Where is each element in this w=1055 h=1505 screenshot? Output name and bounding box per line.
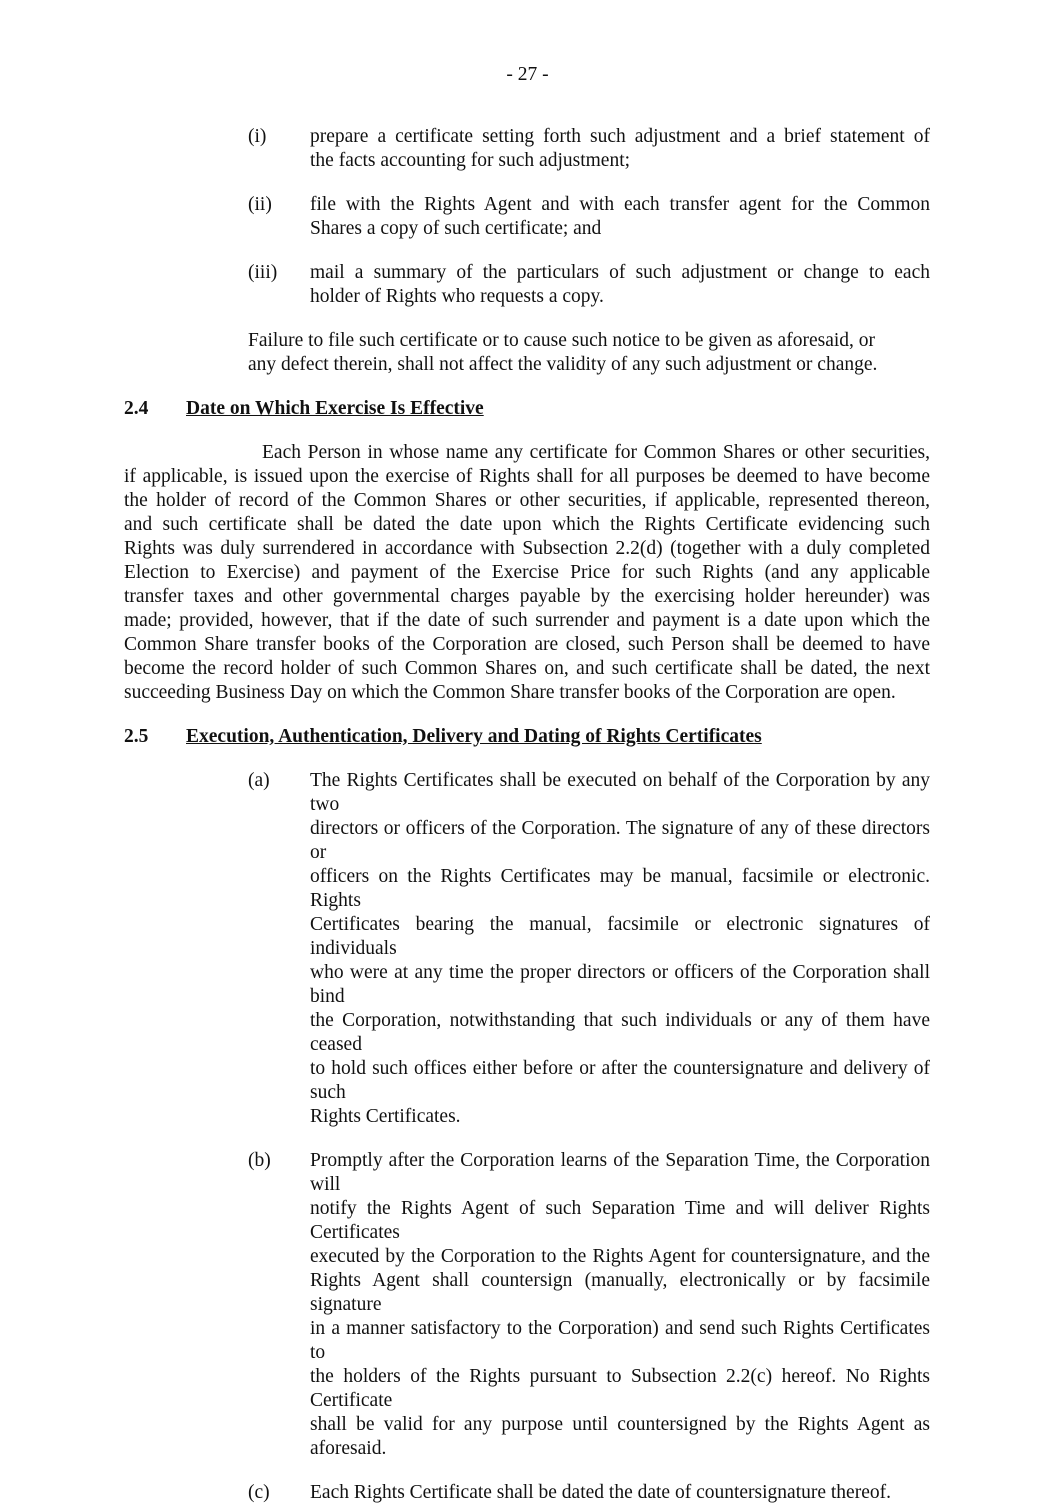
section-2-5-item-1	[124, 1149, 930, 1461]
list-item-1	[124, 193, 930, 241]
text-line: Each Person in whose name any certificate for Common Shares or other securities,	[262, 442, 930, 463]
section-2-5-item-1-label: (b)	[248, 1150, 271, 1171]
text-line: and such certificate shall be dated the date upon which the Rights Certificate evidencing such	[124, 514, 930, 535]
section-2-5-item-0-label: (a)	[248, 770, 270, 791]
text-line: the holders of the Rights pursuant to Subsection 2.2(c) hereof. No Rights Certificate	[310, 1366, 930, 1411]
text-line: Rights Certificates.	[310, 1106, 461, 1127]
text-line: in a manner satisfactory to the Corporation) and send such Rights Certificates to	[310, 1318, 930, 1363]
text-line: any defect therein, shall not affect the validity of any such adjustment or change.	[248, 354, 878, 375]
text-line: to hold such offices either before or after the countersignature and delivery of such	[310, 1058, 930, 1103]
text-line: the holder of record of the Common Shares or other securities, if applicable, represented thereon,	[124, 490, 930, 511]
document-body	[124, 125, 930, 1505]
text-line: Failure to file such certificate or to cause such notice to be given as aforesaid, or	[248, 330, 876, 351]
text-line: transfer taxes and other governmental charges payable by the exercising holder hereunder) was	[124, 586, 930, 607]
text-line: directors or officers of the Corporation. The signature of any of these directors or	[310, 818, 930, 863]
text-line: holder of Rights who requests a copy.	[310, 286, 604, 307]
text-line: become the record holder of such Common Shares on, and such certificate shall be dated, the next	[124, 658, 930, 679]
text-line: officers on the Rights Certificates may be manual, facsimile or electronic. Rights	[310, 866, 930, 911]
list-item-0-text	[310, 125, 930, 173]
section-title: Execution, Authentication, Delivery and Dating of Rights Certificates	[186, 726, 762, 747]
page-number: - 27 -	[506, 64, 549, 85]
section-2-5-item-0	[124, 769, 930, 1129]
list-item-1-label: (ii)	[248, 194, 272, 215]
text-line: made; provided, however, that if the date of such surrender and payment is a date upon which the	[124, 610, 930, 631]
text-line: Shares a copy of such certificate; and	[310, 218, 602, 239]
text-line: mail a summary of the particulars of such adjustment or change to each	[310, 262, 930, 283]
section-2-5-item-0-text	[310, 769, 930, 1129]
section-title: Date on Which Exercise Is Effective	[186, 398, 484, 419]
section-number: 2.5	[124, 726, 149, 747]
failure-paragraph	[248, 329, 930, 377]
list-item-1-text	[310, 193, 930, 241]
text-line: notify the Rights Agent of such Separation Time and will deliver Rights Certificates	[310, 1198, 930, 1243]
text-line: executed by the Corporation to the Rights Agent for countersignature, and the	[310, 1246, 930, 1267]
section-2-5-item-2-label: (c)	[248, 1482, 270, 1503]
text-line: if applicable, is issued upon the exercise of Rights shall for all purposes be deemed to have become	[124, 466, 930, 487]
text-line: Common Share transfer books of the Corporation are closed, such Person shall be deemed to have	[124, 634, 930, 655]
section-2-4-paragraph	[124, 441, 930, 705]
section-2-5-item-1-text	[310, 1149, 930, 1461]
text-line: succeeding Business Day on which the Common Share transfer books of the Corporation are open.	[124, 682, 896, 703]
section-number: 2.4	[124, 398, 149, 419]
text-line: Certificates bearing the manual, facsimile or electronic signatures of individuals	[310, 914, 930, 959]
text-line: file with the Rights Agent and with each transfer agent for the Common	[310, 194, 930, 215]
text-line: The Rights Certificates shall be executed on behalf of the Corporation by any two	[310, 770, 930, 815]
text-line: the facts accounting for such adjustment;	[310, 150, 631, 171]
section-2-5-item-2	[124, 1481, 930, 1505]
list-item-2	[124, 261, 930, 309]
text-line: Each Rights Certificate shall be dated the date of countersignature thereof.	[310, 1482, 891, 1503]
list-item-2-label: (iii)	[248, 262, 278, 283]
section-heading-2-5	[124, 725, 930, 749]
list-item-0-label: (i)	[248, 126, 267, 147]
text-line: who were at any time the proper directors or officers of the Corporation shall bind	[310, 962, 930, 1007]
text-line: Election to Exercise) and payment of the Exercise Price for such Rights (and any applicable	[124, 562, 930, 583]
section-2-5-item-2-text	[310, 1481, 930, 1505]
text-line: Rights was duly surrendered in accordance with Subsection 2.2(d) (together with a duly completed	[124, 538, 930, 559]
text-line: Promptly after the Corporation learns of the Separation Time, the Corporation will	[310, 1150, 930, 1195]
section-heading-2-4	[124, 397, 930, 421]
list-item-0	[124, 125, 930, 173]
text-line: prepare a certificate setting forth such adjustment and a brief statement of	[310, 126, 930, 147]
text-line: Rights Agent shall countersign (manually, electronically or by facsimile signature	[310, 1270, 930, 1315]
text-line: shall be valid for any purpose until countersigned by the Rights Agent as aforesaid.	[310, 1414, 930, 1459]
list-item-2-text	[310, 261, 930, 309]
text-line: the Corporation, notwithstanding that such individuals or any of them have ceased	[310, 1010, 930, 1055]
